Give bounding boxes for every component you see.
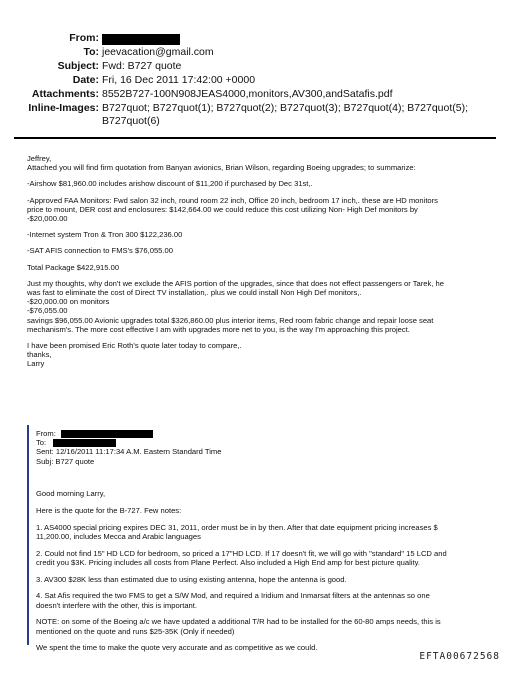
from-label: From: [69,32,99,44]
quoted-sent: Sent: 12/16/2011 11:17:34 A.M. Eastern Standard Time [36,447,222,457]
inline-images-row [0,102,512,115]
note-4-line-1: 4. Sat Afis required the two FMS to get a S/W Mod, and required a Iridium and Inmarsat filters at the antennas so one [36,591,430,601]
monitors-line-3: -$20,000.00 [27,214,68,224]
thoughts-line-3: -$20,000.00 on monitors [27,297,110,307]
intro-line: Attached you will find firm quotation from Banyan avionics, Brian Wilson, regarding Boeing upgrades; to summarize: [27,163,416,173]
quoted-message [27,425,499,653]
paragraph-internet: -Internet system Tron & Tron 300 $122,236.00 [27,230,183,240]
note-1-line-2: 11,200.00, includes Mecca and Arabic languages [36,531,201,541]
quoted-subject: Subj: B727 quote [36,456,95,466]
quoted-header [36,429,221,466]
attachments-value: 8552B727-100N908JEAS4000,monitors,AV300,andSatafis.pdf [102,88,393,100]
thoughts-line-2: was fast to eliminate the cost of Direct TV installation,. plus we could install Non High Def monitors,. [27,288,362,298]
note-1-line-1: 1. AS4000 special pricing expires DEC 31, 2011, order must be in by then. After that date equipment pricing increases $ [36,522,438,532]
paragraph-sat-afis: -SAT AFIS connection to FMS's $76,055.00 [27,246,173,256]
quoted-from-redaction [61,430,153,438]
note-2-line-1: 2. Could not find 15" HD LCD for bedroom, so priced a 17"HD LCD. If 17 doesn't fit, we will go with "standard" 15 LCD and [36,548,447,558]
signoff-line-1: I have been promised Eric Roth's quote later today to compare,. [27,341,242,351]
thoughts-line-4: -$76,055.00 [27,306,68,316]
subject-value: Fwd: B727 quote [102,60,182,72]
quoted-greeting: Good morning Larry, [36,489,106,498]
note-2-line-2: credit you $3K. Pricing includes all costs from Plane Perfect. Also included a High End amp for best picture quality. [36,557,420,567]
date-value: Fri, 16 Dec 2011 17:42:00 +0000 [102,74,256,86]
quoted-note-2 [36,549,494,567]
from-row [0,32,512,45]
monitors-line-2: price to mount, DER cost and enclosures: $142,664.00 we could reduce this cost utilizing Non- High Def monitors by [27,204,418,214]
quoted-note-1 [36,523,494,541]
quoted-to-redaction [53,439,116,447]
monitors-line-1: -Approved FAA Monitors: Fwd salon 32 inch, round room 22 inch, Office 20 inch, bedroom 17 inch,. these are HD monitors [27,195,438,205]
quoted-note-4 [36,591,494,609]
from-redaction [102,33,180,46]
thoughts-line-1: Just my thoughts, why don't we exclude the AFIS portion of the upgrades, since that does not effect passengers or Tarek, he [27,278,444,288]
thoughts-line-5: savings $96,055.00 Avionic upgrades total $326,860.00 plus interior items, Red room fabric change and repair loose seat [27,315,434,325]
to-label: To: [83,46,99,58]
paragraph-thoughts [27,279,497,334]
quoted-note-5 [36,617,494,635]
paragraph-greeting [27,154,497,172]
quoted-to-row [36,438,221,447]
subject-row [0,60,512,73]
inline-images-row-2 [0,115,512,128]
date-label: Date: [72,74,99,86]
quoted-note-3: 3. AV300 $28K less than estimated due to using existing antenna, hope the antenna is good. [36,574,347,584]
note-5-line-1: NOTE: on some of the Boeing a/c we have updated a additional T/R had to be installed for the 60-80 amps needs, this is [36,617,441,627]
note-5-line-2: mentioned on the quote and runs $25-35K (Only if needed) [36,626,235,636]
quoted-to-label: To: [36,438,47,448]
to-row [0,46,512,59]
message-body [27,154,497,376]
quoted-closing: We spent the time to make the quote very accurate and as competitive as we could. [36,643,318,653]
quoted-body [36,489,494,660]
subject-label: Subject: [57,60,99,72]
quoted-from-label: From: [36,429,56,438]
paragraph-monitors [27,196,497,224]
paragraph-airshow: -Airshow $81,960.00 includes arishow discount of $11,200 if purchased by Dec 31st,. [27,179,313,189]
signoff-line-3: Larry [27,359,45,369]
inline-images-value-1: B727quot; B727quot(1); B727quot(2); B727quot(3); B727quot(4); B727quot(5); [102,102,469,114]
thoughts-line-6: mechanism's. The more cost effective I am with upgrades more net to you, is the way I'm approaching this project. [27,324,410,334]
quoted-intro: Here is the quote for the B-727. Few notes: [36,505,182,515]
greeting-line: Jeffrey, [27,154,52,163]
inline-images-value-2: B727quot(6) [102,115,160,127]
paragraph-signoff [27,341,497,369]
header-divider [14,137,496,139]
paragraph-total: Total Package $422,915.00 [27,262,120,272]
quoted-from-row [36,429,221,438]
bates-stamp: EFTA00672568 [419,651,500,662]
date-row [0,74,512,87]
note-4-line-2: doesn't interfere with the other, this is important. [36,600,197,610]
attachments-row [0,88,512,101]
inline-images-label: Inline-Images: [28,102,99,114]
to-value: jeevacation@gmail.com [102,46,214,58]
signoff-line-2: thanks, [27,350,52,360]
attachments-label: Attachments: [31,88,99,100]
